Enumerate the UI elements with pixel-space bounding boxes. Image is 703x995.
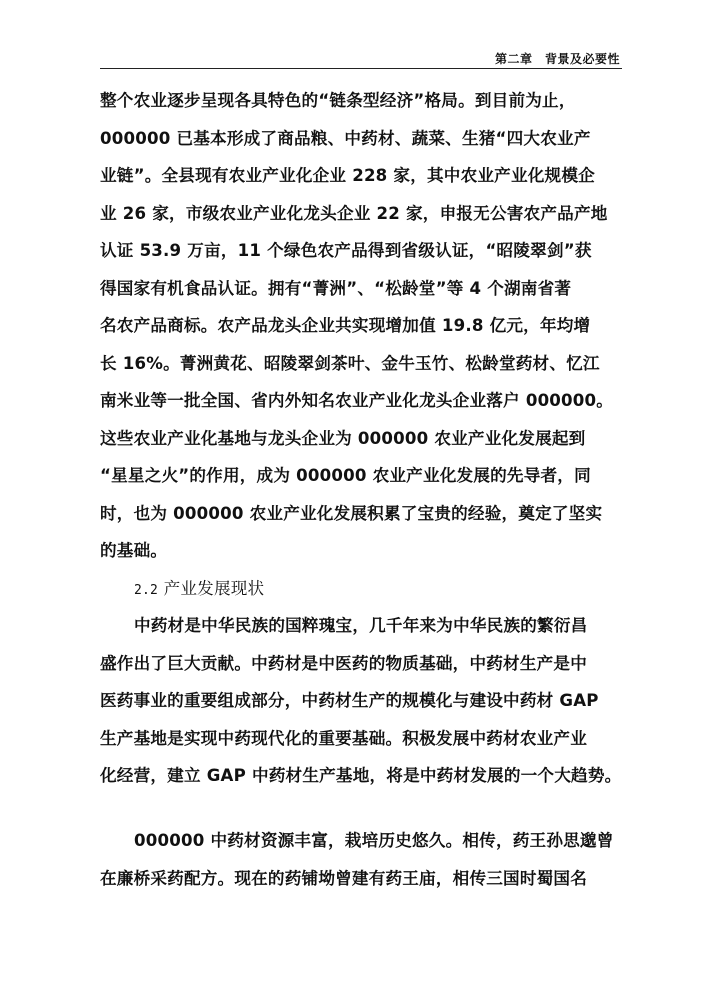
paragraph-1 bbox=[100, 82, 630, 570]
text-line: 这些农业产业化基地与龙头企业为 000000 农业产业化发展起到 bbox=[100, 428, 586, 448]
running-header bbox=[100, 50, 622, 69]
text-line: 认证 53.9 万亩，11 个绿色农产品得到省级认证，“昭陵翠剑”获 bbox=[100, 241, 592, 260]
text-line: 南米业等一批全国、省内外知名农业产业化龙头企业落户 000000。 bbox=[100, 391, 614, 410]
text-line: 时，也为 000000 农业产业化发展积累了宝贵的经验，奠定了坚实 bbox=[100, 503, 603, 523]
text-line: 的基础。 bbox=[100, 541, 168, 560]
text-line: 在廉桥采药配方。现在的药铺坳曾建有药王庙，相传三国时蜀国名 bbox=[100, 868, 588, 888]
text-line: 业链”。全县现有农业产业化企业 228 家，其中农业产业化规模企 bbox=[100, 166, 595, 185]
chapter-title: 第二章 背景及必要性 bbox=[494, 52, 620, 66]
text-line: 000000 已基本形成了商品粮、中药材、蔬菜、生猪“四大农业产 bbox=[100, 128, 591, 148]
text-line: 化经营，建立 GAP 中药材生产基地，将是中药材发展的一个大趋势。 bbox=[100, 766, 622, 785]
section-heading bbox=[100, 570, 630, 608]
paragraph-2 bbox=[100, 607, 630, 795]
text-line: 长 16%。菁洲黄花、昭陵翠剑茶叶、金牛玉竹、松龄堂药材、忆江 bbox=[100, 353, 600, 373]
text-line: “星星之火”的作用，成为 000000 农业产业化发展的先导者，同 bbox=[100, 466, 591, 485]
text-line: 中药材是中华民族的国粹瑰宝，几千年来为中华民族的繁衍昌 bbox=[134, 616, 588, 635]
section-title: 产业发展现状 bbox=[163, 579, 265, 598]
text-line: 整个农业逐步呈现各具特色的“链条型经济”格局。到目前为止， bbox=[100, 91, 576, 110]
text-line: 盛作出了巨大贡献。中药材是中医药的物质基础，中药材生产是中 bbox=[100, 653, 588, 673]
text-line: 医药事业的重要组成部分，中药材生产的规模化与建设中药材 GAP bbox=[100, 691, 599, 710]
text-line: 得国家有机食品认证。拥有“菁洲”、“松龄堂”等 4 个湖南省著 bbox=[100, 278, 572, 298]
text-line: 业 26 家，市级农业产业化龙头企业 22 家，申报无公害农产品产地 bbox=[100, 203, 608, 223]
paragraph-3 bbox=[100, 822, 630, 897]
text-line: 名农产品商标。农产品龙头企业共实现增加值 19.8 亿元，年均增 bbox=[100, 316, 591, 335]
text-line: 生产基地是实现中药现代化的重要基础。积极发展中药材农业产业 bbox=[100, 728, 588, 748]
section-number: 2.2 bbox=[134, 583, 159, 598]
text-line: 000000 中药材资源丰富，栽培历史悠久。相传，药王孙思邈曾 bbox=[134, 831, 614, 850]
